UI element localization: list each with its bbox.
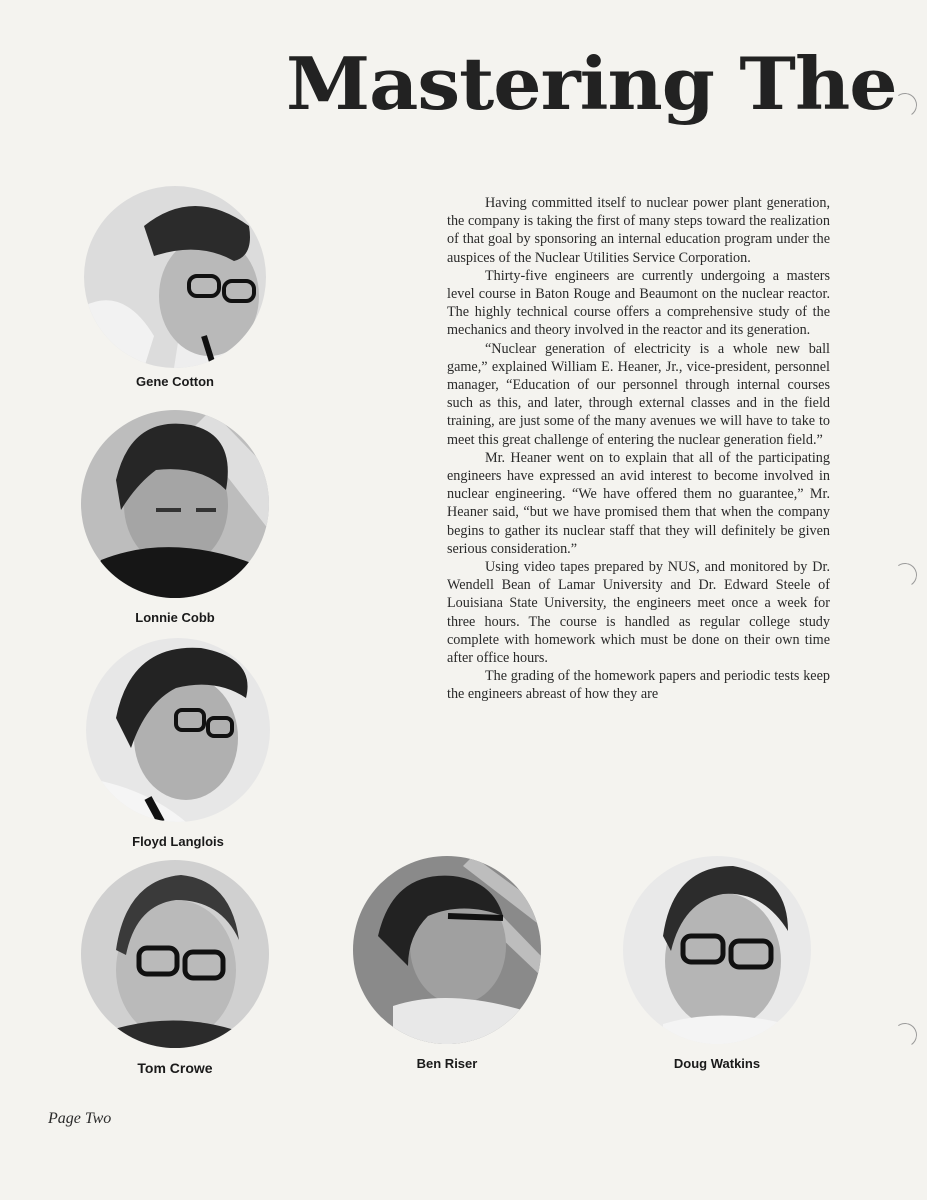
portrait-doug-watkins xyxy=(622,856,812,1071)
article-paragraph: Mr. Heaner went on to explain that all of the participating engineers have expressed an avid interest to become involved in nuclear engineering. “We have offered them no guarantee,” Mr. Heaner said, “but we have promised them that when the company begins to gather its nuclear staff that they will definitely be given serious consideration.” xyxy=(447,449,830,557)
portrait-photo xyxy=(84,186,266,368)
portrait-photo xyxy=(81,410,269,598)
article-paragraph: Having committed itself to nuclear power plant generation, the company is taking the first of many steps toward the realization of that goal by sponsoring an internal education program under the auspices of the Nuclear Utilities Service Corporation. xyxy=(447,195,830,266)
binder-hole xyxy=(891,1021,919,1049)
article-paragraph: Thirty-five engineers are currently undergoing a masters level course in Baton Rouge and Beaumont on the nuclear reactor. The highly technical course offers a comprehensive study of the mechanics and theory involved in the reactor and its generation. xyxy=(447,267,830,339)
portrait-caption: Doug Watkins xyxy=(673,1056,761,1071)
article-paragraph: “Nuclear generation of electricity is a whole new ball game,” explained William E. Heaner, Jr., vice-president, personnel manager, “Education of our personnel through internal courses such as this, and later, through external classes and in the field training, are just some of the many avenues we will have to take to meet this great challenge of entering the nuclear generation field.” xyxy=(447,340,830,448)
portrait-floyd-langlois xyxy=(86,638,270,849)
portrait-photo xyxy=(81,860,269,1048)
portrait-photo xyxy=(353,856,541,1044)
portrait-photo xyxy=(623,856,811,1044)
article-body xyxy=(447,194,830,704)
portrait-photo xyxy=(86,638,270,822)
portrait-ben-riser xyxy=(352,856,542,1071)
portrait-caption: Tom Crowe xyxy=(137,1060,213,1076)
portrait-lonnie-cobb xyxy=(80,410,270,625)
portrait-caption: Ben Riser xyxy=(416,1056,478,1071)
portrait-caption: Gene Cotton xyxy=(136,374,214,389)
page-number: Page Two xyxy=(48,1110,112,1127)
portrait-gene-cotton xyxy=(84,186,266,389)
portrait-caption: Floyd Langlois xyxy=(132,834,224,849)
portrait-tom-crowe xyxy=(80,860,270,1076)
binder-hole xyxy=(891,561,919,589)
article-paragraph: The grading of the homework papers and periodic tests keep the engineers abreast of how they are xyxy=(447,668,830,703)
article-title: Mastering The xyxy=(286,41,897,126)
portrait-caption: Lonnie Cobb xyxy=(135,610,215,625)
article-paragraph: Using video tapes prepared by NUS, and monitored by Dr. Wendell Bean of Lamar University and Dr. Edward Steele of Louisiana State University, the engineers meet once a week for three hours. The course is handled as regular college study complete with homework which must be done on their own time after office hours. xyxy=(447,559,830,667)
